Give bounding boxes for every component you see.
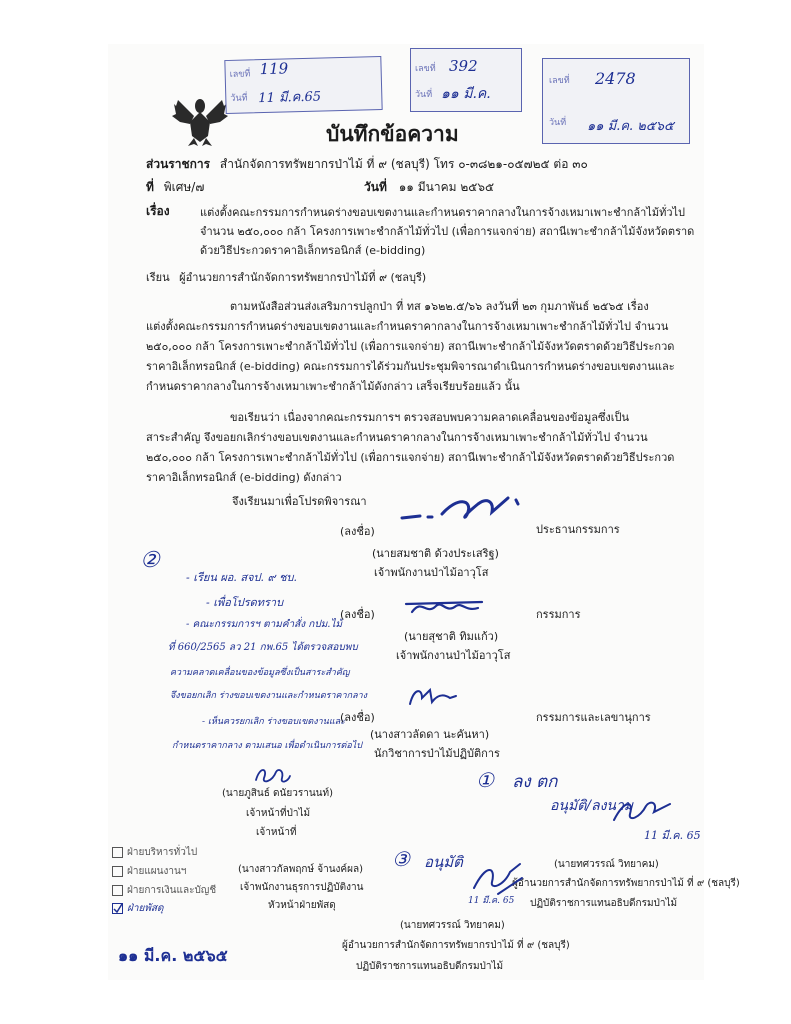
- checkbox-icon[interactable]: [112, 866, 123, 877]
- checkbox-icon[interactable]: [112, 885, 123, 896]
- handnote-date-3: 11 มี.ค. 65: [468, 896, 515, 906]
- handnote-circle-1: ①: [476, 768, 494, 792]
- director-bottom-signature-icon: [470, 858, 530, 898]
- date-value: ๑๑ มีนาคม ๒๕๖๕: [398, 180, 495, 194]
- checklist-item-4[interactable]: ฝ่ายพัสดุ: [112, 901, 164, 916]
- to-value: ผู้อำนวยการสำนักจัดการทรัพยากรป่าไม้ที่ ๙ (ชลบุรี): [179, 271, 427, 284]
- officer-name: (นายภูสินธ์ ดนัยวรานนท์): [222, 788, 333, 799]
- signature-1-name: (นายสมชาติ ด้วงประเสริฐ): [372, 547, 499, 560]
- finance-name: (นางสาวกัลพฤกษ์ จ้านงค์ผล): [238, 864, 363, 875]
- handnote-line-3: - คณะกรรมการฯ ตามคำสั่ง กปม.ไม้: [186, 619, 343, 630]
- subject-label: เรื่อง: [146, 204, 170, 218]
- signature-3-icon: [404, 684, 464, 710]
- signature-3-name: (นางสาวลัดดา นะคันหา): [370, 728, 490, 741]
- ref-row: [146, 178, 204, 197]
- director-bottom-position: ผู้อำนวยการสำนักจัดการทรัพยากรป่าไม้ ที่ ๙ (ชลบุรี): [342, 940, 570, 951]
- signature-2-position: เจ้าพนักงานป่าไม้อาวุโส: [396, 649, 511, 662]
- para1-line-1: ตามหนังสือส่วนส่งเสริมการปลูกป่า ที่ ทส ๑๖๒๒.๕/๖๖ ลงวันที่ ๒๓ กุมภาพันธ์ ๒๕๖๕ เรื่อง: [230, 300, 649, 313]
- received-stamp-1: เลขที่ 119 วันที่ 11 มี.ค.65: [224, 56, 382, 114]
- signature-3-position: นักวิชาการป่าไม้ปฏิบัติการ: [374, 747, 500, 760]
- agency-row: [146, 155, 588, 174]
- subject-line-2: จำนวน ๒๕๐,๐๐๐ กล้า โครงการเพาะชำกล้าไม้ทั่วไป (เพื่อการแจกจ่าย) สถานีเพาะชำกล้าไม้จังหวัดตราด: [200, 225, 695, 238]
- received-stamp-3: เลขที่ 2478 วันที่ ๑๑ มี.ค. ๒๕๖๕: [542, 58, 690, 144]
- agency-label: ส่วนราชการ: [146, 157, 211, 171]
- checklist-item-1[interactable]: ฝ่ายบริหารทั่วไป: [112, 845, 197, 860]
- director-bottom-name: (นายทศวรรณ์ วิทยาคม): [400, 920, 505, 931]
- signature-2-name: (นายสุชาติ ทิมแก้ว): [404, 630, 499, 643]
- received-stamp-2: เลขที่ 392 วันที่ ๑๑ มี.ค.: [410, 48, 522, 112]
- garuda-emblem-icon: [172, 92, 228, 146]
- para1-line-4: ราคาอิเล็กทรอนิกส์ (e-bidding) คณะกรรมการได้ร่วมกันประชุมพิจารณาดำเนินการกำหนดร่างขอบเขตงานและ: [146, 360, 675, 373]
- handnote-line-6: จึงขอยกเลิก ร่างขอบเขตงานและกำหนดราคากลาง: [170, 691, 368, 701]
- handnote-line-2: - เพื่อโปรดทราบ: [206, 596, 284, 609]
- checkbox-checked-icon[interactable]: [112, 903, 123, 914]
- finance-position: เจ้าพนักงานธุรการปฏิบัติงาน: [240, 882, 364, 893]
- agency-value: สำนักจัดการทรัพยากรป่าไม้ ที่ ๙ (ชลบุรี) โทร ๐-๓๘๒๑-๐๕๗๒๕ ต่อ ๓๐: [219, 157, 588, 171]
- footer-date-stamp: ๑๑ มี.ค. ๒๕๖๕: [118, 946, 228, 965]
- checkbox-icon[interactable]: [112, 847, 123, 858]
- officer-position: เจ้าหน้าที่ป่าไม้: [246, 808, 311, 819]
- handnote-date-1: 11 มี.ค. 65: [644, 829, 701, 842]
- officer-title: เจ้าหน้าที่: [256, 827, 297, 838]
- director-right-position: ผู้อำนวยการสำนักจัดการทรัพยากรป่าไม้ ที่ ๙ (ชลบุรี): [512, 878, 740, 889]
- closing-text: จึงเรียนมาเพื่อโปรดพิจารณา: [232, 495, 367, 508]
- para2-line-2: สาระสำคัญ จึงขอยกเลิกร่างขอบเขตงานและกำหนดราคากลางในการจ้างเหมาเพาะชำกล้าไม้ทั่วไป จำนวน: [146, 431, 648, 444]
- finance-title: หัวหน้าฝ่ายพัสดุ: [268, 900, 336, 911]
- para2-line-4: ราคาอิเล็กทรอนิกส์ (e-bidding) ดังกล่าว: [146, 471, 342, 484]
- handnote-circle-3: ③: [392, 847, 410, 871]
- director-right-signature-icon: [610, 796, 680, 826]
- handnote-circle-2: ②: [140, 548, 160, 573]
- handnote-1: ลง ตก: [512, 772, 558, 792]
- handnote-line-1: - เรียน ผอ. สจป. ๙ ชบ.: [186, 571, 298, 584]
- ref-label: ที่: [146, 180, 154, 194]
- subject-line-1: แต่งตั้งคณะกรรมการกำหนดร่างขอบเขตงานและกำหนดราคากลางในการจ้างเหมาเพาะชำกล้าไม้ทั่วไป: [200, 206, 686, 219]
- para2-line-1: ขอเรียนว่า เนื่องจากคณะกรรมการฯ ตรวจสอบพบความคลาดเคลื่อนของข้อมูลซึ่งเป็น: [230, 411, 630, 424]
- ref-value: พิเศษ/๗: [163, 180, 205, 194]
- signature-3-label: (ลงชื่อ): [340, 711, 375, 724]
- signature-1-label: (ลงชื่อ): [340, 525, 375, 538]
- checklist-item-3[interactable]: ฝ่ายการเงินและบัญชี: [112, 883, 216, 898]
- signature-2-icon: [402, 594, 492, 624]
- signature-2-label: (ลงชื่อ): [340, 608, 375, 621]
- para2-line-3: ๒๕๐,๐๐๐ กล้า โครงการเพาะชำกล้าไม้ทั่วไป (เพื่อการแจกจ่าย) สถานีเพาะชำกล้าไม้จังหวัดตราดด้วยวิธีประกวด: [146, 451, 675, 464]
- checklist-item-2[interactable]: ฝ่ายแผนงานฯ: [112, 864, 186, 879]
- to-label: เรียน: [146, 271, 170, 284]
- director-right-acting: ปฏิบัติราชการแทนอธิบดีกรมป่าไม้: [530, 898, 678, 909]
- handnote-3: อนุมัติ: [424, 853, 463, 871]
- to-row: [146, 268, 426, 286]
- para1-line-2: แต่งตั้งคณะกรรมการกำหนดร่างขอบเขตงานและกำหนดราคากลางในการจ้างเหมาเพาะชำกล้าไม้ทั่วไป จำนวน: [146, 320, 669, 333]
- handnote-line-8: กำหนดราคากลาง ตามเสนอ เพื่อดำเนินการต่อไป: [172, 741, 363, 751]
- signature-1-position: เจ้าพนักงานป่าไม้อาวุโส: [374, 566, 489, 579]
- date-label: วันที่: [364, 180, 387, 194]
- handnote-line-4: ที่ 660/2565 ลว 21 กพ.65 ได้ตรวจสอบพบ: [168, 642, 358, 653]
- signature-1-role: ประธานกรรมการ: [536, 523, 620, 536]
- signature-3-role: กรรมการและเลขานุการ: [536, 711, 651, 724]
- handnote-line-7: - เห็นควรยกเลิก ร่างขอบเขตงานและ: [202, 717, 345, 727]
- date-row: [364, 178, 494, 197]
- handnote-1b: อนุมัติ/ลงนาม: [550, 798, 634, 814]
- director-bottom-acting: ปฏิบัติราชการแทนอธิบดีกรมป่าไม้: [356, 961, 504, 972]
- signature-2-role: กรรมการ: [536, 608, 581, 621]
- page-title: บันทึกข้อความ: [326, 122, 459, 146]
- para1-line-3: ๒๕๐,๐๐๐ กล้า โครงการเพาะชำกล้าไม้ทั่วไป (เพื่อการแจกจ่าย) สถานีเพาะชำกล้าไม้จังหวัดตราดด้วยวิธีประกวด: [146, 340, 675, 353]
- subject-line-3: ด้วยวิธีประกวดราคาอิเล็กทรอนิกส์ (e-bidding): [200, 244, 426, 257]
- handnote-line-5: ความคลาดเคลื่อนของข้อมูลซึ่งเป็นสาระสำคัญ: [170, 668, 350, 678]
- director-right-name: (นายทศวรรณ์ วิทยาคม): [554, 859, 659, 870]
- para1-line-5: กำหนดราคากลางในการจ้างเหมาเพาะชำกล้าไม้ดังกล่าว เสร็จเรียบร้อยแล้ว นั้น: [146, 380, 520, 393]
